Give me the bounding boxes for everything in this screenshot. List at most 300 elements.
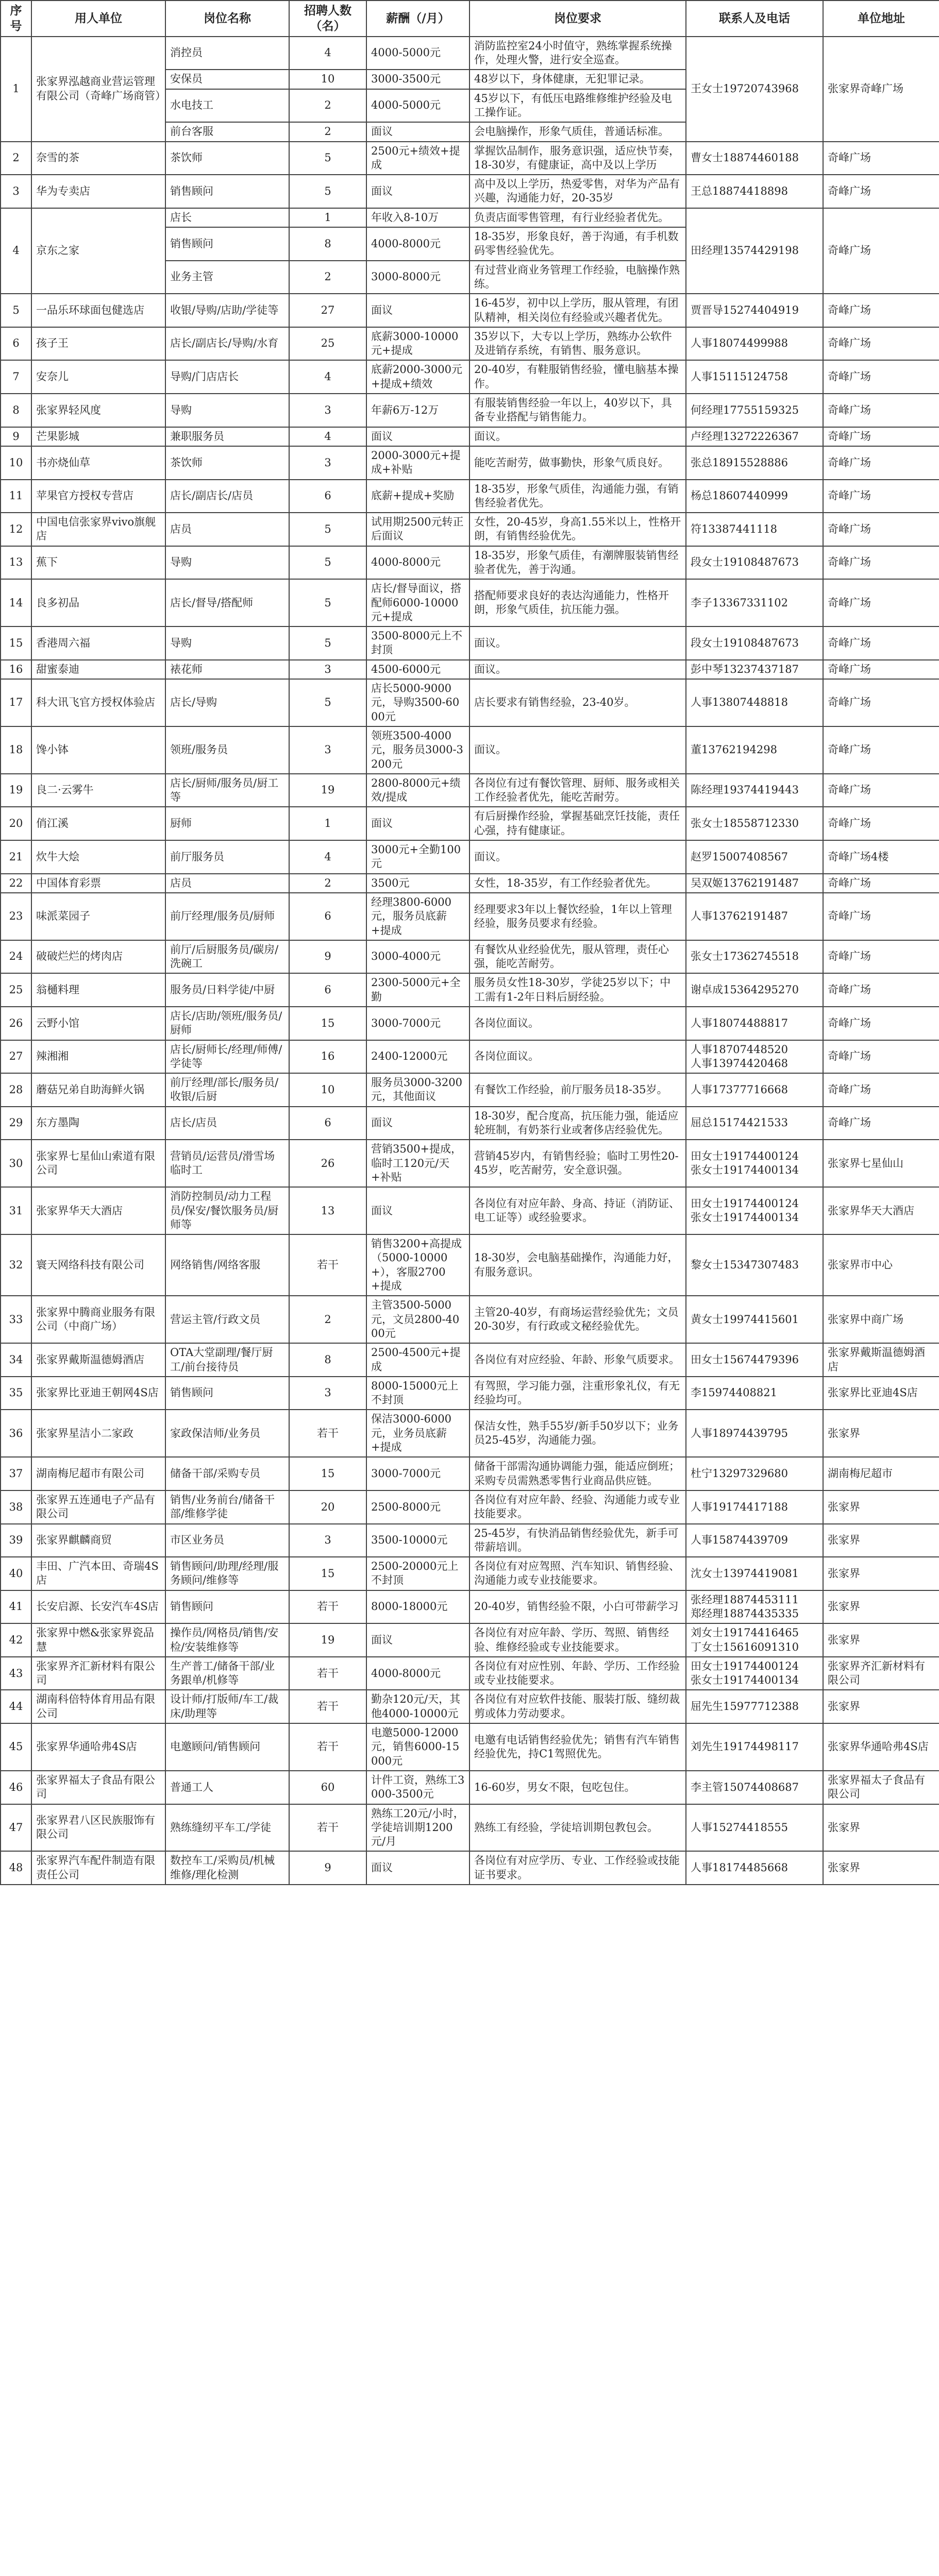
row-number: 7 xyxy=(1,360,31,394)
salary: 2500元+绩效+提成 xyxy=(366,142,470,175)
row-number: 44 xyxy=(1,1690,31,1723)
salary: 3000-7000元 xyxy=(366,1007,470,1040)
table-row xyxy=(1,973,939,1007)
row-number: 16 xyxy=(1,660,31,679)
row-number: 17 xyxy=(1,679,31,726)
table-row xyxy=(1,940,939,974)
table-body xyxy=(1,37,939,1885)
job-title: 店长/督导/搭配师 xyxy=(165,579,289,626)
salary: 8000-15000元上不封顶 xyxy=(366,1377,470,1410)
job-title: 前厅经理/部长/服务员/收银/后厨 xyxy=(165,1073,289,1107)
hire-count: 5 xyxy=(289,142,366,175)
job-title: 裱花师 xyxy=(165,660,289,679)
table-row xyxy=(1,1234,939,1296)
employer-address: 奇峰广场 xyxy=(823,893,939,940)
employer-address: 奇峰广场 xyxy=(823,874,939,893)
hire-count: 5 xyxy=(289,546,366,580)
job-title: OTA大堂副理/餐厅厨工/前台接待员 xyxy=(165,1343,289,1377)
employer-name: 香港周六福 xyxy=(31,626,165,660)
hire-count: 2 xyxy=(289,874,366,893)
salary: 店长5000-9000元，导购3500-6000元 xyxy=(366,679,470,726)
contact-info: 王女士19720743968 xyxy=(686,37,823,142)
employer-address: 张家界中商广场 xyxy=(823,1296,939,1343)
employer-name: 张家界戴斯温德姆酒店 xyxy=(31,1343,165,1377)
employer-address: 奇峰广场 xyxy=(823,394,939,427)
header-job: 岗位名称 xyxy=(165,1,289,37)
hire-count: 5 xyxy=(289,513,366,546)
row-number: 22 xyxy=(1,874,31,893)
hire-count: 15 xyxy=(289,1457,366,1490)
contact-info: 张总18915528886 xyxy=(686,446,823,480)
row-number: 32 xyxy=(1,1234,31,1296)
row-number: 18 xyxy=(1,726,31,774)
job-requirements: 各岗位有对应年龄、学历、驾照、销售经验、维修经验或专业技能要求。 xyxy=(470,1623,686,1657)
hire-count: 2 xyxy=(289,89,366,123)
job-requirements: 服务员女性18-30岁，学徒25岁以下；中工需有1-2年日料后厨经验。 xyxy=(470,973,686,1007)
job-requirements: 高中及以上学历，热爱零售，对华为产品有兴趣，沟通能力好，20-35岁 xyxy=(470,175,686,208)
table-row xyxy=(1,774,939,807)
job-title: 店长 xyxy=(165,208,289,227)
table-row xyxy=(1,1410,939,1457)
employer-name: 俏江溪 xyxy=(31,807,165,840)
job-requirements: 16-60岁，男女不限，包吃包住。 xyxy=(470,1771,686,1804)
job-title: 销售顾问 xyxy=(165,227,289,261)
job-requirements: 营销45岁内，有销售经验；临时工男性20-45岁，吃苦耐劳，安全意识强。 xyxy=(470,1140,686,1187)
table-row xyxy=(1,1623,939,1657)
employer-name: 京东之家 xyxy=(31,208,165,294)
hire-count: 3 xyxy=(289,660,366,679)
employer-name: 张家界七星仙山索道有限公司 xyxy=(31,1140,165,1187)
job-title: 茶饮师 xyxy=(165,446,289,480)
job-requirements: 35岁以下，大专以上学历，熟练办公软件及进销存系统，有销售、服务意识。 xyxy=(470,327,686,361)
table-row xyxy=(1,1490,939,1524)
row-number: 43 xyxy=(1,1657,31,1690)
job-title: 导购/门店店长 xyxy=(165,360,289,394)
contact-info: 人事19174417188 xyxy=(686,1490,823,1524)
salary: 3000元+全勤100元 xyxy=(366,840,470,874)
job-title: 店长/厨师/服务员/厨工等 xyxy=(165,774,289,807)
hire-count: 5 xyxy=(289,175,366,208)
job-requirements: 掌握饮品制作，服务意识强，适应快节奏，18-30岁，有健康证，高中及以上学历 xyxy=(470,142,686,175)
job-requirements: 面议。 xyxy=(470,840,686,874)
table-row xyxy=(1,1187,939,1234)
employer-address: 张家界 xyxy=(823,1490,939,1524)
job-requirements: 女性，20-45岁，身高1.55米以上，性格开朗，有销售经验优先。 xyxy=(470,513,686,546)
hire-count: 6 xyxy=(289,893,366,940)
row-number: 2 xyxy=(1,142,31,175)
hire-count: 6 xyxy=(289,480,366,513)
employer-address: 张家界 xyxy=(823,1623,939,1657)
hire-count: 若干 xyxy=(289,1723,366,1771)
employer-address: 张家界戴斯温德姆酒店 xyxy=(823,1343,939,1377)
salary: 经理3800-6000元，服务员底薪+提成 xyxy=(366,893,470,940)
table-row xyxy=(1,1851,939,1885)
contact-info: 王总18874418898 xyxy=(686,175,823,208)
row-number: 48 xyxy=(1,1851,31,1885)
salary: 4000-5000元 xyxy=(366,37,470,70)
job-title: 业务主管 xyxy=(165,261,289,294)
employer-address: 奇峰广场 xyxy=(823,579,939,626)
employer-address: 奇峰广场 xyxy=(823,973,939,1007)
job-title: 店长/厨师长/经理/师傅/学徒等 xyxy=(165,1040,289,1074)
job-title: 前厅经理/服务员/厨师 xyxy=(165,893,289,940)
job-requirements: 熟练工有经验，学徒培训期包教包会。 xyxy=(470,1804,686,1852)
job-requirements: 有服装销售经验一年以上，40岁以下，具备专业搭配与销售能力。 xyxy=(470,394,686,427)
contact-info: 人事17377716668 xyxy=(686,1073,823,1107)
hire-count: 9 xyxy=(289,1851,366,1885)
employer-name: 馋小钵 xyxy=(31,726,165,774)
employer-address: 奇峰广场 xyxy=(823,327,939,361)
hire-count: 5 xyxy=(289,579,366,626)
salary: 面议 xyxy=(366,1623,470,1657)
table-row xyxy=(1,446,939,480)
table-row xyxy=(1,294,939,327)
employer-name: 蘑菇兄弟自助海鲜火锅 xyxy=(31,1073,165,1107)
employer-address: 张家界 xyxy=(823,1851,939,1885)
row-number: 21 xyxy=(1,840,31,874)
hire-count: 19 xyxy=(289,1623,366,1657)
salary: 2300-5000元+全勤 xyxy=(366,973,470,1007)
employer-address: 张家界 xyxy=(823,1690,939,1723)
job-title: 电邀顾问/销售顾问 xyxy=(165,1723,289,1771)
contact-info: 李15974408821 xyxy=(686,1377,823,1410)
contact-info: 张经理18874453111 郑经理18874435335 xyxy=(686,1590,823,1624)
job-requirements: 面议。 xyxy=(470,726,686,774)
row-number: 38 xyxy=(1,1490,31,1524)
employer-address: 奇峰广场 xyxy=(823,446,939,480)
table-row xyxy=(1,1771,939,1804)
salary: 8000-18000元 xyxy=(366,1590,470,1624)
contact-info: 人事13762191487 xyxy=(686,893,823,940)
table-row xyxy=(1,1804,939,1852)
hire-count: 3 xyxy=(289,1524,366,1557)
employer-name: 张家界福太子食品有限公司 xyxy=(31,1771,165,1804)
contact-info: 人事18074499988 xyxy=(686,327,823,361)
employer-name: 苹果官方授权专营店 xyxy=(31,480,165,513)
hire-count: 8 xyxy=(289,1343,366,1377)
hire-count: 2 xyxy=(289,122,366,141)
row-number: 11 xyxy=(1,480,31,513)
row-number: 35 xyxy=(1,1377,31,1410)
salary: 3000-4000元 xyxy=(366,940,470,974)
row-number: 12 xyxy=(1,513,31,546)
employer-address: 张家界 xyxy=(823,1557,939,1590)
hire-count: 25 xyxy=(289,327,366,361)
contact-info: 人事18074488817 xyxy=(686,1007,823,1040)
header-unit: 用人单位 xyxy=(31,1,165,37)
row-number: 26 xyxy=(1,1007,31,1040)
salary: 试用期2500元转正后面议 xyxy=(366,513,470,546)
job-requirements: 各岗位有对应年龄、身高、持证（消防证、电工证等）或经验要求。 xyxy=(470,1187,686,1234)
header-count: 招聘人数（名） xyxy=(289,1,366,37)
employer-name: 书亦烧仙草 xyxy=(31,446,165,480)
contact-info: 段女士19108487673 xyxy=(686,626,823,660)
hire-count: 2 xyxy=(289,1296,366,1343)
table-row xyxy=(1,142,939,175)
row-number: 46 xyxy=(1,1771,31,1804)
hire-count: 4 xyxy=(289,840,366,874)
table-row xyxy=(1,1557,939,1590)
employer-address: 奇峰广场 xyxy=(823,726,939,774)
job-title: 前厅服务员 xyxy=(165,840,289,874)
employer-address: 奇峰广场 xyxy=(823,546,939,580)
employer-address: 奇峰广场 xyxy=(823,427,939,446)
job-title: 店员 xyxy=(165,874,289,893)
job-title: 数控车工/采购员/机械维修/理化检测 xyxy=(165,1851,289,1885)
contact-info: 屈总15174421533 xyxy=(686,1107,823,1140)
employer-name: 张家界汽车配件制造有限责任公司 xyxy=(31,1851,165,1885)
job-title: 厨师 xyxy=(165,807,289,840)
employer-address: 张家界 xyxy=(823,1410,939,1457)
contact-info: 陈经理19374419443 xyxy=(686,774,823,807)
job-requirements: 各岗位面议。 xyxy=(470,1040,686,1074)
job-requirements: 消防监控室24小时值守，熟练掌握系统操作，处理火警，进行安全巡查。 xyxy=(470,37,686,70)
employer-name: 良二·云雾牛 xyxy=(31,774,165,807)
employer-address: 张家界华天大酒店 xyxy=(823,1187,939,1234)
job-requirements: 店长要求有销售经验，23-40岁。 xyxy=(470,679,686,726)
job-title: 生产普工/储备干部/业务跟单/机修等 xyxy=(165,1657,289,1690)
header-pay: 薪酬（/月） xyxy=(366,1,470,37)
hire-count: 1 xyxy=(289,807,366,840)
contact-info: 田女士15674479396 xyxy=(686,1343,823,1377)
job-title: 网络销售/网络客服 xyxy=(165,1234,289,1296)
employer-name: 张家界华通哈弗4S店 xyxy=(31,1723,165,1771)
employer-address: 奇峰广场 xyxy=(823,1073,939,1107)
hire-count: 19 xyxy=(289,774,366,807)
job-requirements: 女性，18-35岁，有工作经验者优先。 xyxy=(470,874,686,893)
table-header-row xyxy=(1,1,939,37)
contact-info: 田经理13574429198 xyxy=(686,208,823,294)
employer-name: 孩子王 xyxy=(31,327,165,361)
job-title: 前台客服 xyxy=(165,122,289,141)
salary: 面议 xyxy=(366,175,470,208)
salary: 3500元 xyxy=(366,874,470,893)
salary: 4500-6000元 xyxy=(366,660,470,679)
employer-name: 张家界齐汇新材料有限公司 xyxy=(31,1657,165,1690)
employer-name: 张家界星洁小二家政 xyxy=(31,1410,165,1457)
row-number: 19 xyxy=(1,774,31,807)
salary: 熟练工20元/小时，学徒培训期1200元/月 xyxy=(366,1804,470,1852)
row-number: 24 xyxy=(1,940,31,974)
job-requirements: 25-45岁，有快消品销售经验优先，新手可带薪培训。 xyxy=(470,1524,686,1557)
employer-address: 奇峰广场 xyxy=(823,480,939,513)
employer-name: 一品乐环球面包健选店 xyxy=(31,294,165,327)
job-requirements: 各岗位面议。 xyxy=(470,1007,686,1040)
hire-count: 15 xyxy=(289,1007,366,1040)
table-row xyxy=(1,579,939,626)
hire-count: 10 xyxy=(289,70,366,89)
job-title: 导购 xyxy=(165,546,289,580)
hire-count: 16 xyxy=(289,1040,366,1074)
employer-address: 奇峰广场 xyxy=(823,360,939,394)
job-requirements: 各岗位有对应性别、年龄、学历、工作经验或专业技能要求。 xyxy=(470,1657,686,1690)
table-row xyxy=(1,1723,939,1771)
employer-name: 东方墨陶 xyxy=(31,1107,165,1140)
row-number: 3 xyxy=(1,175,31,208)
header-no: 序号 xyxy=(1,1,31,37)
salary: 销售3200+高提成（5000-10000+），客服2700+提成 xyxy=(366,1234,470,1296)
employer-address: 奇峰广场 xyxy=(823,626,939,660)
row-number: 13 xyxy=(1,546,31,580)
contact-info: 人事15274418555 xyxy=(686,1804,823,1852)
row-number: 9 xyxy=(1,427,31,446)
job-title: 设计师/打版师/车工/裁床/助理等 xyxy=(165,1690,289,1723)
salary: 4000-8000元 xyxy=(366,1657,470,1690)
job-requirements: 储备干部需沟通协调能力强，能适应倒班；采购专员需熟悉零售行业商品供应链。 xyxy=(470,1457,686,1490)
job-requirements: 能吃苦耐劳，做事勤快，形象气质良好。 xyxy=(470,446,686,480)
hire-count: 1 xyxy=(289,208,366,227)
job-title: 前厅/后厨服务员/碳房/洗碗工 xyxy=(165,940,289,974)
hire-count: 若干 xyxy=(289,1410,366,1457)
table-row xyxy=(1,679,939,726)
contact-info: 屈先生15977712388 xyxy=(686,1690,823,1723)
hire-count: 3 xyxy=(289,394,366,427)
row-number: 8 xyxy=(1,394,31,427)
hire-count: 20 xyxy=(289,1490,366,1524)
row-number: 1 xyxy=(1,37,31,142)
salary: 电邀5000-12000元，销售6000-15000元 xyxy=(366,1723,470,1771)
job-requirements: 有后厨操作经验，掌握基础烹饪技能，责任心强，持有健康证。 xyxy=(470,807,686,840)
job-title: 安保员 xyxy=(165,70,289,89)
contact-info: 黎女士15347307483 xyxy=(686,1234,823,1296)
hire-count: 3 xyxy=(289,446,366,480)
employer-address: 奇峰广场 xyxy=(823,807,939,840)
table-row xyxy=(1,807,939,840)
job-requirements: 各岗位有对应年龄、经验、沟通能力或专业技能要求。 xyxy=(470,1490,686,1524)
salary: 面议 xyxy=(366,1851,470,1885)
contact-info: 彭中琴13237437187 xyxy=(686,660,823,679)
employer-name: 长安启源、长安汽车4S店 xyxy=(31,1590,165,1624)
job-title: 普通工人 xyxy=(165,1771,289,1804)
employer-name: 丰田、广汽本田、奇瑞4S店 xyxy=(31,1557,165,1590)
row-number: 37 xyxy=(1,1457,31,1490)
row-number: 15 xyxy=(1,626,31,660)
salary: 面议 xyxy=(366,1107,470,1140)
salary: 4000-8000元 xyxy=(366,227,470,261)
hire-count: 15 xyxy=(289,1557,366,1590)
hire-count: 6 xyxy=(289,973,366,1007)
employer-name: 张家界比亚迪王朝网4S店 xyxy=(31,1377,165,1410)
job-requirements: 电邀有电话销售经验优先；销售有汽车销售经验优先，持C1驾照优先。 xyxy=(470,1723,686,1771)
employer-address: 湖南梅尼超市 xyxy=(823,1457,939,1490)
table-row xyxy=(1,1107,939,1140)
salary: 面议 xyxy=(366,294,470,327)
employer-name: 云野小馆 xyxy=(31,1007,165,1040)
salary: 面议 xyxy=(366,1187,470,1234)
job-title: 店长/店员 xyxy=(165,1107,289,1140)
row-number: 6 xyxy=(1,327,31,361)
contact-info: 人事18707448520 人事13974420468 xyxy=(686,1040,823,1074)
contact-info: 田女士19174400124 张女士19174400134 xyxy=(686,1140,823,1187)
hire-count: 60 xyxy=(289,1771,366,1804)
row-number: 14 xyxy=(1,579,31,626)
salary: 底薪2000-3000元+提成+绩效 xyxy=(366,360,470,394)
employer-name: 奈雪的茶 xyxy=(31,142,165,175)
job-requirements: 有驾照，学习能力强，注重形象礼仪，有无经验均可。 xyxy=(470,1377,686,1410)
contact-info: 李子13367331102 xyxy=(686,579,823,626)
row-number: 10 xyxy=(1,446,31,480)
table-row xyxy=(1,1040,939,1074)
contact-info: 人事15874439709 xyxy=(686,1524,823,1557)
salary: 营销3500+提成，临时工120元/天+补贴 xyxy=(366,1140,470,1187)
row-number: 23 xyxy=(1,893,31,940)
table-row xyxy=(1,1073,939,1107)
job-title: 领班/服务员 xyxy=(165,726,289,774)
hire-count: 10 xyxy=(289,1073,366,1107)
employer-address: 张家界比亚迪4S店 xyxy=(823,1377,939,1410)
contact-info: 董13762194298 xyxy=(686,726,823,774)
employer-name: 蕉下 xyxy=(31,546,165,580)
hire-count: 27 xyxy=(289,294,366,327)
row-number: 30 xyxy=(1,1140,31,1187)
contact-info: 贾晋导15274404919 xyxy=(686,294,823,327)
employer-address: 奇峰广场4楼 xyxy=(823,840,939,874)
employer-name: 甜蜜泰迪 xyxy=(31,660,165,679)
contact-info: 杨总18607440999 xyxy=(686,480,823,513)
salary: 3500-8000元上不封顶 xyxy=(366,626,470,660)
salary: 服务员3000-3200元，其他面议 xyxy=(366,1073,470,1107)
row-number: 45 xyxy=(1,1723,31,1771)
job-requirements: 18-35岁，形象气质佳，沟通能力强，有销售经验者优先。 xyxy=(470,480,686,513)
row-number: 41 xyxy=(1,1590,31,1624)
job-title: 销售顾问/助理/经理/服务顾问/维修等 xyxy=(165,1557,289,1590)
table-row xyxy=(1,893,939,940)
row-number: 39 xyxy=(1,1524,31,1557)
job-title: 储备干部/采购专员 xyxy=(165,1457,289,1490)
salary: 勤杂120元/天，其他4000-10000元 xyxy=(366,1690,470,1723)
row-number: 29 xyxy=(1,1107,31,1140)
contact-info: 刘先生19174498117 xyxy=(686,1723,823,1771)
employer-name: 张家界五连通电子产品有限公司 xyxy=(31,1490,165,1524)
hire-count: 若干 xyxy=(289,1657,366,1690)
table-row xyxy=(1,546,939,580)
employer-address: 奇峰广场 xyxy=(823,660,939,679)
employer-name: 湖南科倍特体育用品有限公司 xyxy=(31,1690,165,1723)
employer-name: 炊牛大烩 xyxy=(31,840,165,874)
job-requirements: 会电脑操作，形象气质佳，普通话标准。 xyxy=(470,122,686,141)
job-title: 收银/导购/店助/学徒等 xyxy=(165,294,289,327)
contact-info: 段女士19108487673 xyxy=(686,546,823,580)
contact-info: 符13387441118 xyxy=(686,513,823,546)
employer-name: 张家界麒麟商贸 xyxy=(31,1524,165,1557)
salary: 2500-8000元 xyxy=(366,1490,470,1524)
job-title: 店员 xyxy=(165,513,289,546)
job-title: 消控员 xyxy=(165,37,289,70)
job-requirements: 各岗位有过有餐饮管理、厨师、服务或相关工作经验者优先，能吃苦耐劳。 xyxy=(470,774,686,807)
employer-name: 寰天网络科技有限公司 xyxy=(31,1234,165,1296)
job-title: 店长/副店长/店员 xyxy=(165,480,289,513)
job-requirements: 45岁以下，有低压电路维修维护经验及电工操作证。 xyxy=(470,89,686,123)
contact-info: 曹女士18874460188 xyxy=(686,142,823,175)
employer-name: 张家界中燃&张家界瓷品慧 xyxy=(31,1623,165,1657)
employer-name: 破破烂烂的烤肉店 xyxy=(31,940,165,974)
row-number: 20 xyxy=(1,807,31,840)
row-number: 4 xyxy=(1,208,31,294)
hire-count: 5 xyxy=(289,679,366,726)
employer-address: 张家界 xyxy=(823,1804,939,1852)
employer-address: 奇峰广场 xyxy=(823,940,939,974)
employer-name: 张家界华天大酒店 xyxy=(31,1187,165,1234)
job-title: 茶饮师 xyxy=(165,142,289,175)
table-row xyxy=(1,1457,939,1490)
header-addr: 单位地址 xyxy=(823,1,939,37)
employer-name: 中国体育彩票 xyxy=(31,874,165,893)
table-row xyxy=(1,1690,939,1723)
row-number: 34 xyxy=(1,1343,31,1377)
salary: 面议 xyxy=(366,807,470,840)
table-row xyxy=(1,394,939,427)
job-title: 兼职服务员 xyxy=(165,427,289,446)
